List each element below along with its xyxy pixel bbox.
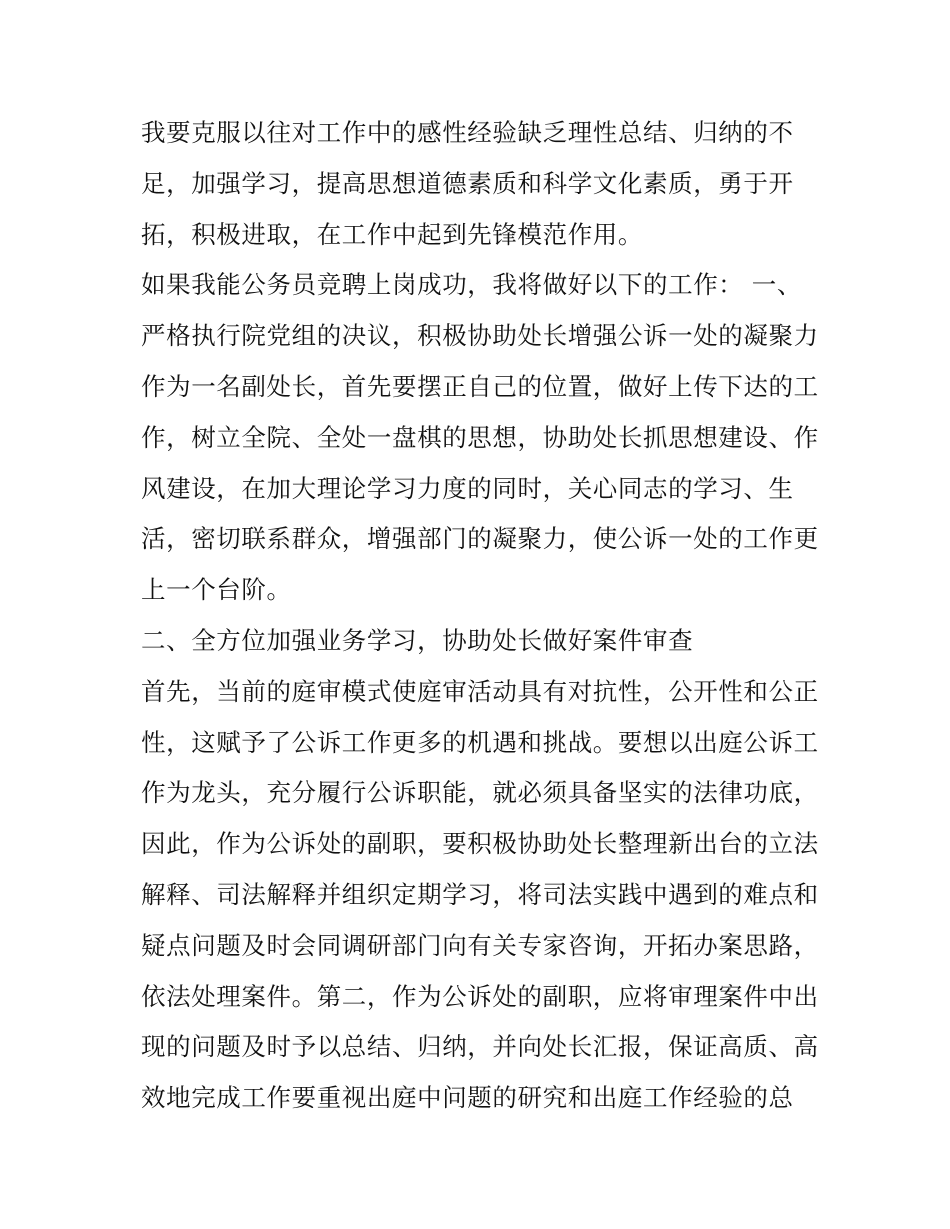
text-line: 现的问题及时予以总结、归纳，并向处长汇报，保证高质、高 [141, 1032, 819, 1062]
text-line: 依法处理案件。第二，作为公诉处的副职，应将审理案件中出 [141, 981, 819, 1011]
text-line: 足，加强学习，提高思想道德素质和科学文化素质，勇于开 [141, 168, 794, 198]
text-line: 活，密切联系群众，增强部门的凝聚力，使公诉一处的工作更 [141, 524, 819, 554]
text-line: 首先，当前的庭审模式使庭审活动具有对抗性，公开性和公正 [141, 676, 819, 706]
section-heading: 二、全方位加强业务学习，协助处长做好案件审查 [141, 625, 694, 655]
text-line: 性，这赋予了公诉工作更多的机遇和挑战。要想以出庭公诉工 [141, 727, 819, 757]
text-line: 作为一名副处长，首先要摆正自己的位置，做好上传下达的工 [141, 371, 819, 401]
text-line: 疑点问题及时会同调研部门向有关专家咨询，开拓办案思路， [141, 930, 819, 960]
text-line: 作，树立全院、全处一盘棋的思想，协助处长抓思想建设、作 [141, 422, 819, 452]
text-line: 风建设，在加大理论学习力度的同时，关心同志的学习、生 [141, 473, 794, 503]
text-line: 效地完成工作要重视出庭中问题的研究和出庭工作经验的总 [141, 1083, 794, 1113]
text-line: 如果我能公务员竞聘上岗成功，我将做好以下的工作： 一、 [141, 270, 802, 300]
text-line: 我要克服以往对工作中的感性经验缺乏理性总结、归纳的不 [141, 118, 794, 147]
text-line: 因此，作为公诉处的副职，要积极协助处长整理新出台的立法 [141, 829, 819, 859]
text-line: 严格执行院党组的决议，积极协助处长增强公诉一处的凝聚力 [141, 321, 819, 351]
document-body [141, 108, 821, 1124]
text-line: 作为龙头，充分履行公诉职能，就必须具备坚实的法律功底， [141, 778, 819, 808]
text-line: 解释、司法解释并组织定期学习，将司法实践中遇到的难点和 [141, 879, 819, 909]
text-line: 上一个台阶。 [141, 575, 292, 605]
text-line: 拓，积极进取，在工作中起到先锋模范作用。 [141, 219, 643, 249]
